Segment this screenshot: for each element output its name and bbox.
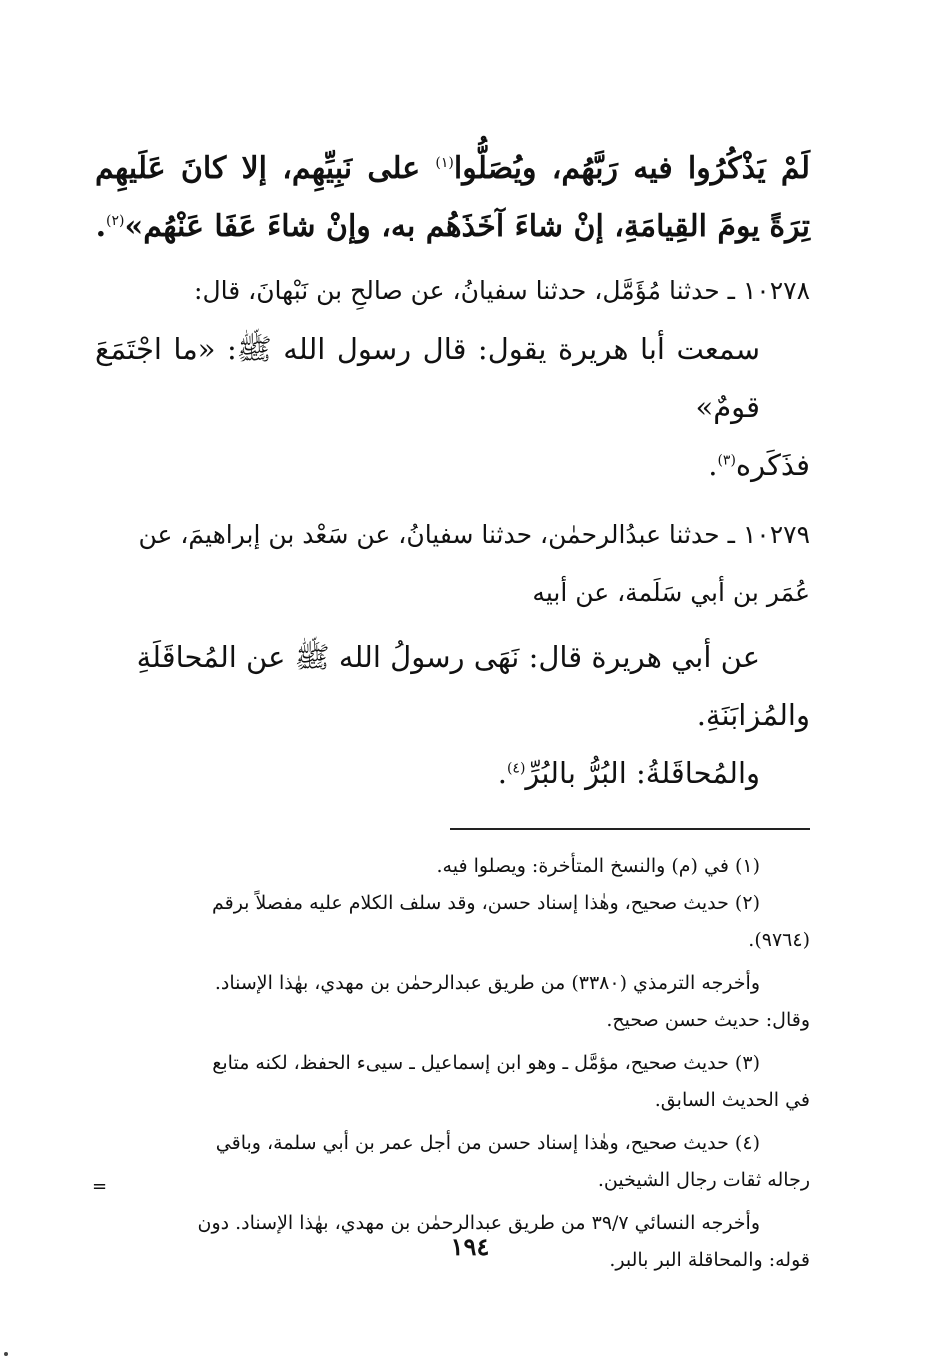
footnote-1: (١) في (م) والنسخ المتأخرة: ويصلوا فيه. (436, 855, 760, 877)
footnote-4-cont: رجاله ثقات رجال الشيخين. (597, 1169, 810, 1191)
hadith-10278-end-line (95, 436, 810, 494)
hadith-10279-matn-3: والمُحاقَلةُ: البُرُّ بالبُرِّ (525, 756, 760, 790)
opening-paragraph (95, 140, 810, 256)
page-number: ١٩٤ (450, 1232, 490, 1261)
hadith-10279-matn-2: والمُزابَنَةِ. (696, 698, 810, 732)
footnote-4-end: قوله: والمحاقلة البر بالبر. (609, 1249, 810, 1271)
footnote-2-cont: (٩٧٦٤). (748, 929, 810, 951)
footnote-ref-2[interactable]: (٢) (106, 213, 125, 229)
footnote-3-cont: في الحديث السابق. (654, 1089, 810, 1111)
footnote-2: (٢) حديث صحيح، وهٰذا إسناد حسن، وقد سلف الكلام عليه مفصلاً برقم (211, 892, 760, 914)
book-page (95, 140, 810, 1279)
footnote-2-grade: وقال: حديث حسن صحيح. (606, 1009, 810, 1031)
footnote-ref-4[interactable]: (٤) (506, 760, 526, 777)
footnotes-section (95, 848, 810, 1279)
footnote-4-nasai: وأخرجه النسائي ٣٩/٧ من طريق عبدالرحمٰن بن مهدي، بهٰذا الإسناد. دون (197, 1212, 760, 1234)
opening-end: . (95, 209, 107, 244)
opening-text-2: يومَ القِيامَةِ، إنْ شاءَ آخَذَهُم به، وإنْ شاءَ عَفَا عَنْهُم» (124, 209, 760, 244)
hadith-10279-matn-3-line (95, 744, 810, 802)
period-2: . (497, 756, 507, 790)
footnote-4: (٤) حديث صحيح، وهٰذا إسناد حسن من أجل عمر بن أبي سلمة، وباقي (215, 1132, 760, 1154)
footnote-2-tirmidhi: وأخرجه الترمذي (٣٣٨٠) من طريق عبدالرحمٰن بن مهدي، بهٰذا الإسناد. (214, 972, 760, 994)
footnote-ref-1[interactable]: (١) (435, 155, 454, 171)
footnote-ref-3[interactable]: (٣) (717, 452, 736, 469)
footnote-3: (٣) حديث صحيح، مؤمَّل ـ وهو ابن إسماعيل ـ سيىء الحفظ، لكنه متابع (212, 1052, 760, 1074)
hadith-10279-matn-1: عن أبي هريرة قال: نَهَى رسولُ الله ﷺ عن المُحاقَلَةِ (136, 640, 760, 674)
opening-text-1b: على نَبِيِّهِم، إلا كانَ عَلَيهِم تِرَةً (95, 151, 810, 244)
hadith-10278-matn: سمعت أبا هريرة يقول: قال رسول الله ﷺ: «ما اجْتَمَعَ قومٌ» (95, 332, 760, 424)
hadith-10278-end: فذَكَره (735, 448, 810, 482)
hadith-10278-chain: ١٠٢٧٨ ـ حدثنا مُؤَمَّل، حدثنا سفيانُ، عن صالحِ بن نَبْهانَ، قال: (194, 276, 810, 305)
footnote-divider (450, 828, 810, 830)
hadith-10279-chain-2: عُمَر بن أبي سَلَمة، عن أبيه (532, 578, 810, 607)
hadith-10279-chain-1: ١٠٢٧٩ ـ حدثنا عبدُالرحمٰن، حدثنا سفيانُ، عن سَعْد بن إبراهيمَ، عن (138, 520, 810, 549)
continuation-mark: = (92, 1176, 108, 1197)
scan-speck (4, 1352, 8, 1356)
opening-text-1: لَمْ يَذْكُرُوا فيه رَبَّهُم، ويُصَلُّوا (453, 151, 810, 186)
period-1: . (708, 448, 718, 482)
